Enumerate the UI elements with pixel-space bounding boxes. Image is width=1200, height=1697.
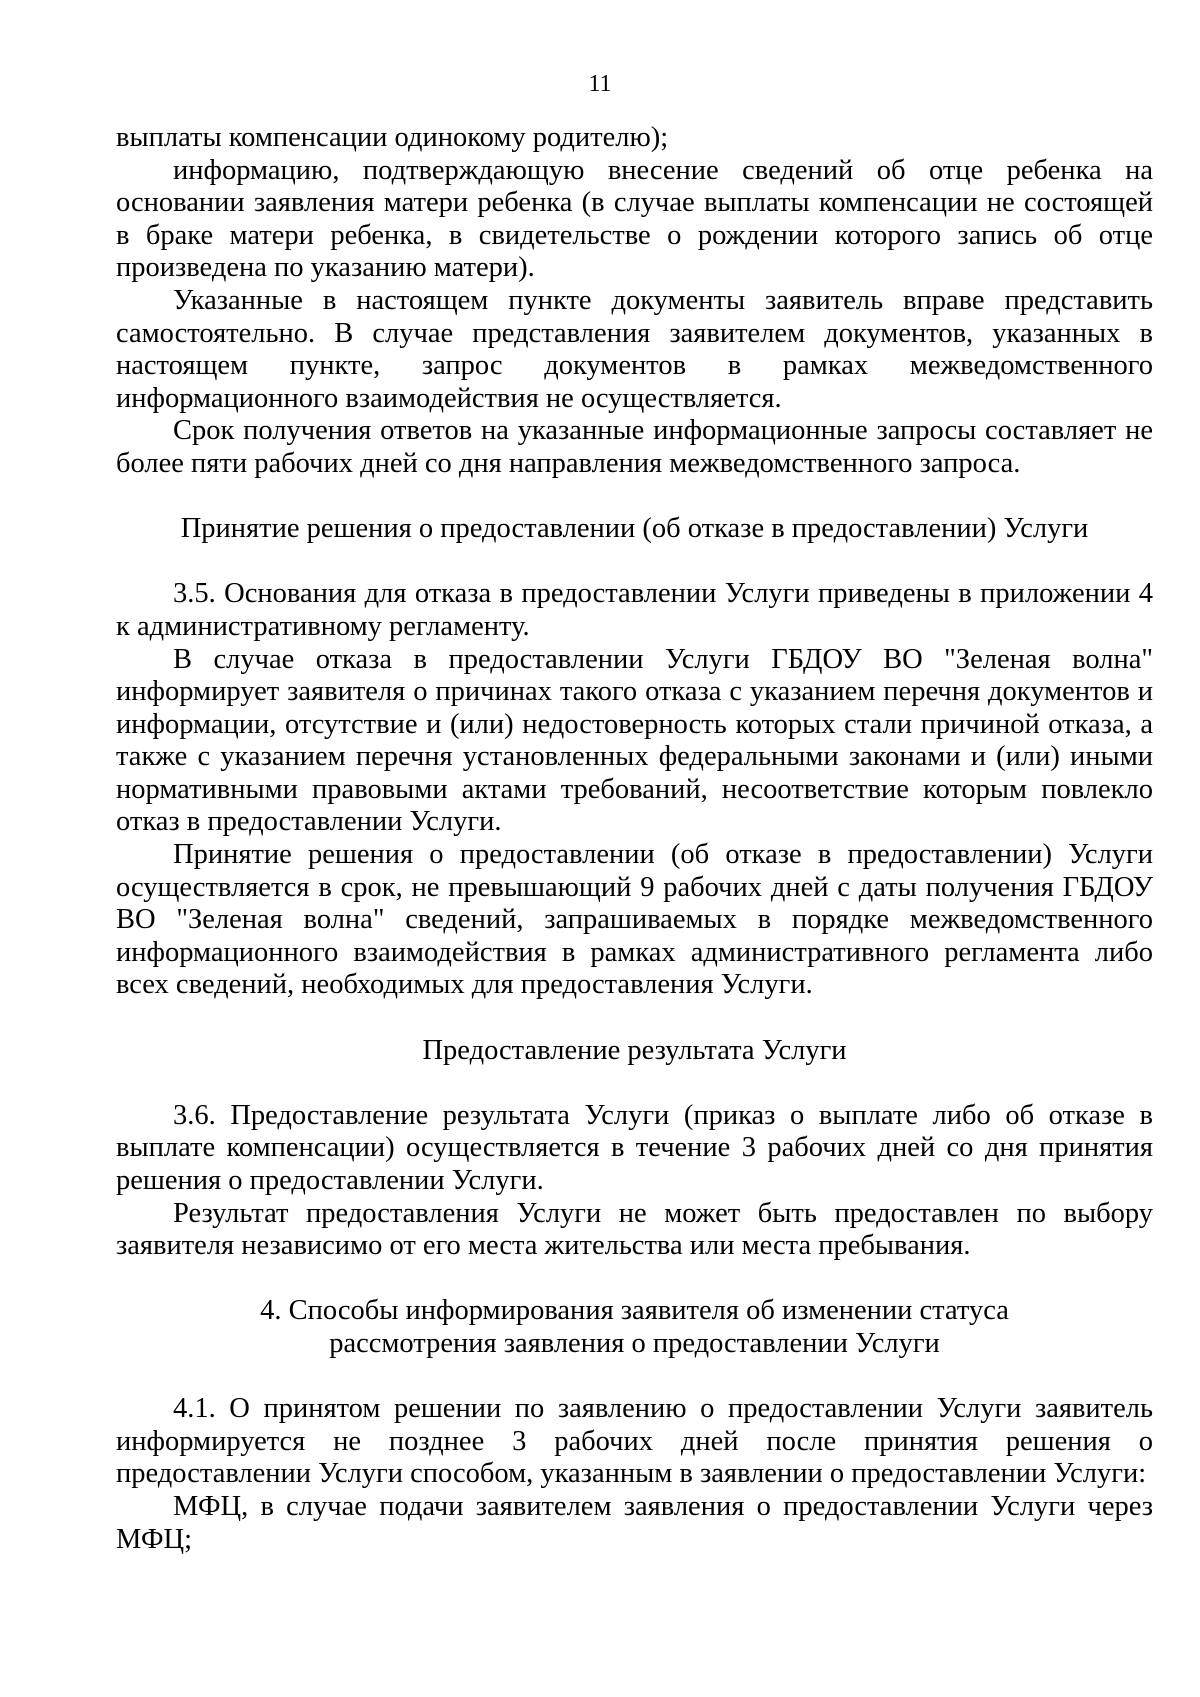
paragraph: Срок получения ответов на указанные информационные запросы составляет не более пяти рабочих дней со дня направления межведомственного запроса. [116, 415, 1153, 479]
paragraph: 4.1. О принятом решении по заявлению о предоставлении Услуги заявитель информируется не позднее 3 рабочих дней после принятия решения о предоставлении Услуги способом, указанным в заявлении о предоставлении Услуги: [116, 1393, 1153, 1490]
section-heading: Принятие решения о предоставлении (об отказе в предоставлении) Услуги [180, 513, 1089, 545]
paragraph: В случае отказа в предоставлении Услуги ГБДОУ ВО "Зеленая волна" информирует заявителя о причинах такого отказа с указанием перечня документов и информации, отсутствие и (или) недостоверность которых стали причиной отказа, а также с указанием перечня установленных федеральными законами и (или) иными нормативными правовыми актами требований, несоответствие которым повлекло отказ в предоставлении Услуги. [116, 643, 1153, 838]
section-heading: Предоставление результата Услуги [422, 1034, 847, 1066]
document-body [116, 122, 1153, 1556]
spacer [116, 546, 1153, 579]
section-heading: 4. Способы информирования заявителя об изменении статуса рассмотрения заявления о предоставлении Услуги [260, 1295, 1009, 1359]
paragraph: выплаты компенсации одинокому родителю); [116, 122, 669, 153]
page-number: 11 [588, 71, 612, 97]
paragraph: Принятие решения о предоставлении (об отказе в предоставлении) Услуги осуществляется в срок, не превышающий 9 рабочих дней с даты получения ГБДОУ ВО "Зеленая волна" сведений, запрашиваемых в порядке межведомственного информационного взаимодействия в рамках административного регламента либо всех сведений, необходимых для предоставления Услуги. [116, 839, 1153, 1001]
paragraph: Результат предоставления Услуги не может быть предоставлен по выбору заявителя независимо от его места жительства или места пребывания. [116, 1197, 1153, 1262]
spacer [116, 1361, 1153, 1394]
spacer [116, 1263, 1153, 1296]
spacer [116, 1067, 1153, 1100]
paragraph: 3.5. Основания для отказа в предоставлении Услуги приведены в приложении 4 к административному регламенту. [116, 578, 1153, 642]
paragraph: Указанные в настоящем пункте документы заявитель вправе представить самостоятельно. В случае представления заявителем документов, указанных в настоящем пункте, запрос документов в рамках межведомственного информационного взаимодействия не осуществляется. [116, 284, 1153, 414]
spacer [116, 1002, 1153, 1035]
paragraph: информацию, подтверждающую внесение сведений об отце ребенка на основании заявления матери ребенка (в случае выплаты компенсации не состоящей в браке матери ребенка, в свидетельстве о рождении которого запись об отце произведена по указанию матери). [116, 154, 1153, 284]
paragraph: МФЦ, в случае подачи заявителем заявления о предоставлении Услуги через МФЦ; [116, 1490, 1153, 1555]
paragraph: 3.6. Предоставление результата Услуги (приказ о выплате либо об отказе в выплате компенсации) осуществляется в течение 3 рабочих дней со дня принятия решения о предоставлении Услуги. [116, 1099, 1153, 1196]
spacer [116, 481, 1153, 514]
